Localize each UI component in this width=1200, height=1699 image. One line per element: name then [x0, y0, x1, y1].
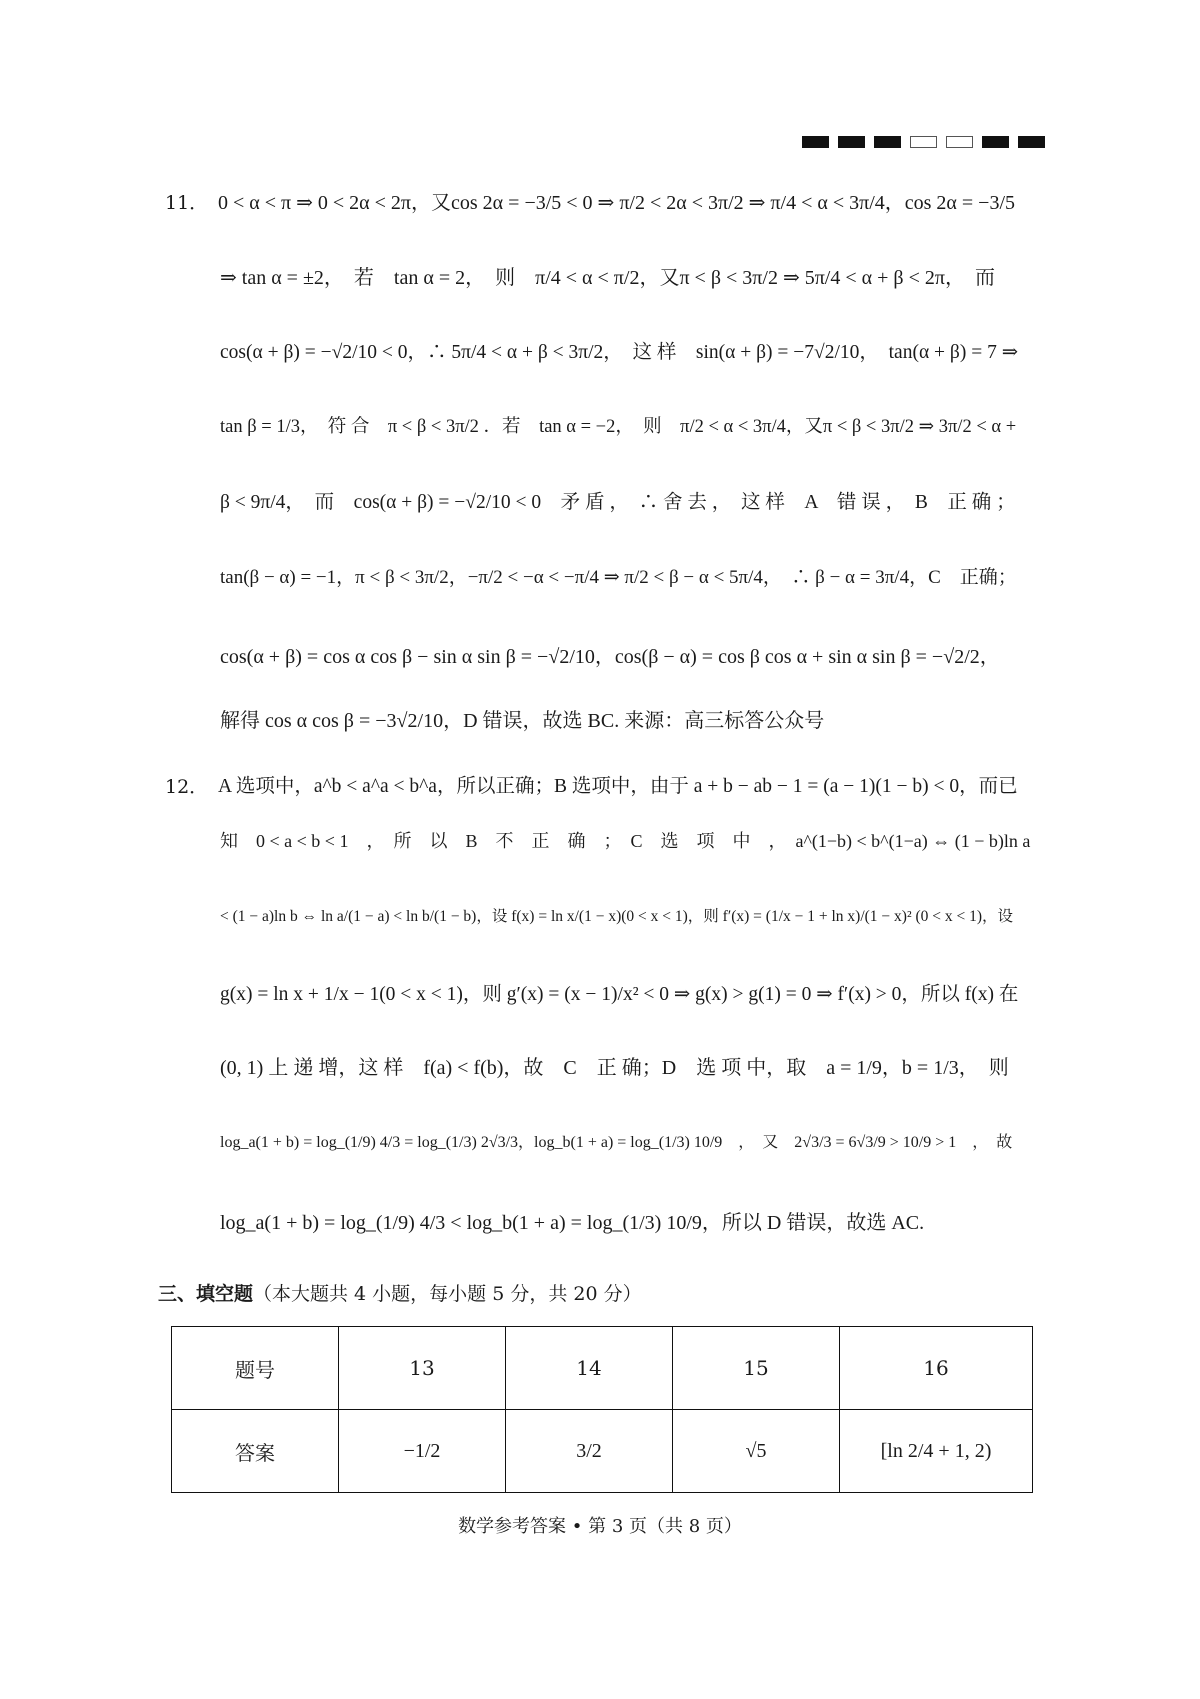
q12-line-3: < (1 − a)ln b ⇔ ln a/(1 − a) < ln b/(1 − b)，设 f(x) = ln x/(1 − x)(0 < x < 1)，则 f′(x) = (1/x − 1 + ln x)/(1 − x)² (0 < x < 1)，设 — [220, 908, 1014, 925]
answer-15: √5 — [673, 1410, 840, 1493]
q11-line-1: 0 < α < π ⇒ 0 < 2α < 2π，又cos 2α = −3/5 < 0 ⇒ π/2 < 2α < 3π/2 ⇒ π/4 < α < 3π/4，cos 2α = −3/5 — [218, 191, 1016, 214]
table-cell: 15 — [673, 1327, 840, 1410]
q11-line-4: tan β = 1/3， 符 合 π < β < 3π/2 ．若 tan α = −2， 则 π/2 < α < 3π/4，又π < β < 3π/2 ⇒ 3π/2 < α + — [220, 417, 1017, 437]
answer-16: [ln 2/4 + 1, 2) — [840, 1410, 1033, 1493]
q11-line-7: cos(α + β) = cos α cos β − sin α sin β = −√2/10，cos(β − α) = cos β cos α + sin α sin β = −√2/2， — [220, 645, 1000, 668]
table-cell: 16 — [840, 1327, 1033, 1410]
question-11-number: 11． — [165, 192, 209, 214]
q12-line-1: A 选项中，a^b < a^a < b^a，所以正确；B 选项中，由于 a + b − ab − 1 = (a − 1)(1 − b) < 0，而已 — [218, 776, 1018, 797]
table-cell: 14 — [506, 1327, 673, 1410]
mark-block — [910, 136, 937, 148]
q12-line-6: log_a(1 + b) = log_(1/9) 4/3 = log_(1/3) 2√3/3，log_b(1 + a) = log_(1/3) 10/9 ， 又 2√3/3 = 6√3/9 > 10/9 > 1 ， 故 — [220, 1133, 1013, 1151]
mark-block — [982, 136, 1009, 148]
table-row — [172, 1410, 1033, 1493]
q12-line-2: 知 0 < a < b < 1 ， 所 以 B 不 正 确 ； C 选 项 中 ， a^(1−b) < b^(1−a) ⇔ (1 − b)ln a — [220, 831, 1031, 851]
answer-13: −1/2 — [339, 1410, 506, 1493]
table-cell: 答案 — [172, 1410, 339, 1493]
q12-line-5: (0, 1) 上 递 增，这 样 f(a) < f(b)，故 C 正 确；D 选 项 中，取 a = 1/9，b = 1/3， 则 — [220, 1056, 1009, 1079]
table-cell: 题号 — [172, 1327, 339, 1410]
section-heading — [158, 1279, 642, 1306]
mark-block — [946, 136, 973, 148]
question-12-number: 12． — [165, 776, 209, 798]
mark-block — [838, 136, 865, 148]
q11-line-2: ⇒ tan α = ±2， 若 tan α = 2， 则 π/4 < α < π/2，又π < β < 3π/2 ⇒ 5π/4 < α + β < 2π， 而 — [220, 266, 995, 289]
table-cell: 13 — [339, 1327, 506, 1410]
q11-line-6: tan(β − α) = −1，π < β < 3π/2，−π/2 < −α < −π/4 ⇒ π/2 < β − α < 5π/4， ∴ β − α = 3π/4，C 正确； — [220, 566, 1017, 588]
page-footer: 数学参考答案 • 第 3 页（共 8 页） — [458, 1516, 742, 1537]
section-title: 三、填空题 — [158, 1283, 254, 1305]
mark-block — [1018, 136, 1045, 148]
answer-table — [171, 1326, 1033, 1493]
header-marks — [802, 136, 1045, 148]
mark-block — [874, 136, 901, 148]
q11-line-5: β < 9π/4， 而 cos(α + β) = −√2/10 < 0 矛 盾 ， ∴ 舍 去 ， 这 样 A 错 误 ， B 正 确 ； — [220, 492, 1016, 513]
section-note: （本大题共 4 小题，每小题 5 分，共 20 分） — [253, 1283, 642, 1305]
q11-line-3: cos(α + β) = −√2/10 < 0，∴ 5π/4 < α + β < 3π/2， 这 样 sin(α + β) = −7√2/10， tan(α + β) = 7 ⇒ — [220, 342, 1019, 363]
q12-line-4: g(x) = ln x + 1/x − 1(0 < x < 1)，则 g′(x) = (x − 1)/x² < 0 ⇒ g(x) > g(1) = 0 ⇒ f′(x) > 0，所以 f(x) 在 — [220, 984, 1019, 1005]
mark-block — [802, 136, 829, 148]
q11-line-8: 解得 cos α cos β = −3√2/10，D 错误，故选 BC. 来源：高三标答公众号 — [220, 709, 825, 732]
table-row — [172, 1327, 1033, 1410]
answer-14: 3/2 — [506, 1410, 673, 1493]
q12-line-7: log_a(1 + b) = log_(1/9) 4/3 < log_b(1 + a) = log_(1/3) 10/9，所以 D 错误，故选 AC. — [220, 1211, 925, 1234]
